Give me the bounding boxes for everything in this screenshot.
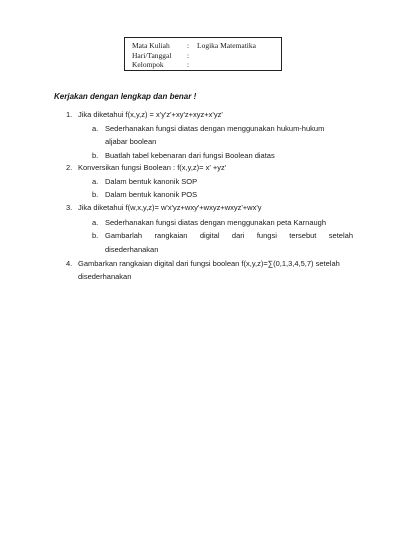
part-text: Gambarlah rangkaian digital dari fungsi tersebut setelah <box>105 231 353 240</box>
part-letter: b. <box>92 190 99 199</box>
question-text: Jika diketahui f(x,y,z) = x'y'z'+xy'z+xyz+x'yz' <box>78 110 223 119</box>
date-separator: : <box>187 50 190 60</box>
course-separator: : <box>187 41 190 50</box>
part-letter: a. <box>92 218 99 227</box>
date-label: Hari/Tanggal <box>132 50 172 60</box>
instruction-heading: Kerjakan dengan lengkap dan benar ! <box>54 92 197 101</box>
part-letter: a. <box>92 177 99 186</box>
part-letter: b. <box>92 231 99 240</box>
question-text: Jika diketahui f(w,x,y,z)= w'x'yz+wxy'+wxyz+wxyz'+wx'y <box>78 203 262 212</box>
part-text-continued: aljabar boolean <box>105 137 157 146</box>
part-letter: b. <box>92 151 99 160</box>
part-text-continued: disederhanakan <box>105 245 159 254</box>
question-text-continued: disederhanakan <box>78 272 132 281</box>
part-letter: a. <box>92 124 99 133</box>
question-number: 3. <box>66 203 73 212</box>
course-label: Mata Kuliah <box>132 41 170 50</box>
question-text: Konversikan fungsi Boolean : f(x,y,z)= x' +yz' <box>78 163 227 172</box>
question-number: 4. <box>66 259 73 268</box>
course-value: Logika Matematika <box>197 41 256 50</box>
course-info-box <box>124 37 282 71</box>
group-separator: : <box>187 60 190 69</box>
part-text: Dalam bentuk kanonik SOP <box>105 177 198 186</box>
part-text: Sederhanakan fungsi diatas dengan menggunakan peta Karnaugh <box>105 218 327 227</box>
question-number: 2. <box>66 163 73 172</box>
part-text: Sederhanakan fungsi diatas dengan menggunakan hukum-hukum <box>105 124 325 133</box>
date-info-row <box>132 51 281 61</box>
course-info-row <box>132 41 281 51</box>
group-info-row <box>132 60 281 70</box>
group-label: Kelompok <box>132 60 164 69</box>
part-text: Buatlah tabel kebenaran dari fungsi Boolean diatas <box>105 151 275 160</box>
question-text: Gambarkan rangkaian digital dari fungsi boolean f(x,y,z)=∑(0,1,3,4,5,7) setelah <box>78 259 340 268</box>
part-text: Dalam bentuk kanonik POS <box>105 190 198 199</box>
question-number: 1. <box>66 110 73 119</box>
